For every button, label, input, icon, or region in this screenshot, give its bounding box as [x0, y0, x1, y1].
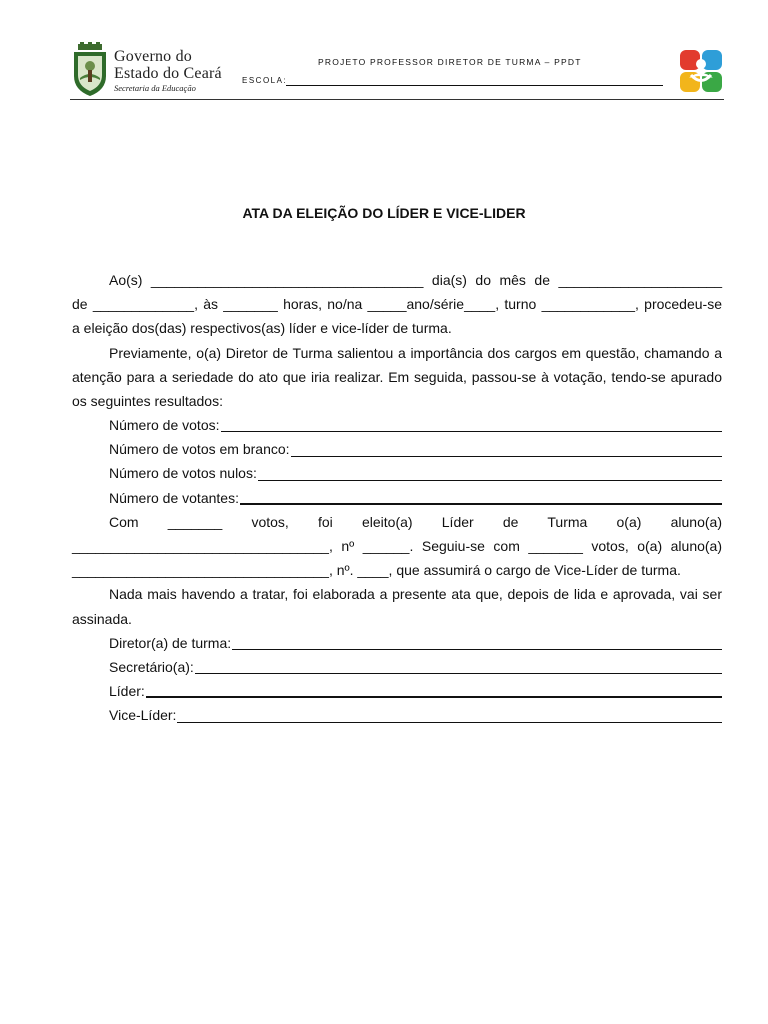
voters-line[interactable] — [240, 503, 722, 505]
vice-leader-signature-label: Vice-Líder: — [109, 707, 177, 724]
para3-line1: Com _______ votos, foi eleito(a) Líder de Turma o(a) aluno(a) — [109, 513, 722, 530]
null-votes-line[interactable] — [258, 480, 722, 481]
document-title: ATA DA ELEIÇÃO DO LÍDER E VICE-LIDER — [242, 205, 526, 221]
gov-line1: Governo do — [114, 48, 192, 65]
document-body — [72, 268, 722, 728]
blank-votes-line[interactable] — [291, 456, 722, 457]
ppdt-logo-icon — [678, 48, 724, 94]
page-header — [70, 42, 726, 100]
para3-line3: _________________________________, nº. ____, que assumirá o cargo de Vice-Líder de turma. — [72, 562, 681, 579]
para1-line1: Ao(s) ___________________________________ dia(s) do mês de _____________________ — [109, 272, 722, 288]
ppdt-logo — [678, 48, 724, 94]
school-label: ESCOLA: — [242, 76, 288, 85]
para1-line2: de _____________, às _______ horas, no/na _____ano/série____, turno ____________, procedeu-se — [72, 296, 722, 313]
para1-line3: a eleição dos(das) respectivos(as) líder e vice-líder de turma. — [72, 320, 452, 337]
leader-signature-line[interactable] — [146, 696, 722, 698]
votes-count-label: Número de votos: — [109, 417, 220, 434]
government-logo — [70, 42, 230, 98]
vice-leader-signature-field[interactable] — [72, 703, 722, 727]
blank-votes-label: Número de votos em branco: — [109, 441, 290, 458]
para2-line2: atenção para a seriedade do ato que iria realizar. Em seguida, passou-se à votação, tendo-se apurado — [72, 368, 722, 385]
para2-line3: os seguintes resultados: — [72, 392, 223, 409]
secretary-signature-label: Secretário(a): — [109, 658, 194, 675]
voters-label: Número de votantes: — [109, 489, 239, 506]
gov-line2: Estado do Ceará — [114, 65, 222, 82]
leader-signature-label: Líder: — [109, 683, 145, 700]
votes-count-line[interactable] — [221, 431, 723, 432]
project-title: PROJETO PROFESSOR DIRETOR DE TURMA – PPDT — [318, 57, 582, 67]
school-name-line — [286, 85, 663, 86]
leader-signature-field[interactable] — [72, 679, 722, 703]
votes-count-field[interactable] — [72, 413, 722, 437]
director-signature-line[interactable] — [232, 649, 722, 650]
blank-votes-field[interactable] — [72, 437, 722, 461]
null-votes-label: Número de votos nulos: — [109, 465, 257, 482]
para3-line2: _________________________________, nº ______. Seguiu-se com _______ votos, o(a) aluno(a) — [72, 538, 722, 555]
ceara-coat-of-arms-icon — [70, 42, 110, 98]
director-signature-field[interactable] — [72, 631, 722, 655]
null-votes-field[interactable] — [72, 462, 722, 486]
director-signature-label: Diretor(a) de turma: — [109, 634, 232, 651]
vice-leader-signature-line[interactable] — [177, 722, 722, 723]
secretary-signature-line[interactable] — [195, 673, 722, 674]
secretary-signature-field[interactable] — [72, 655, 722, 679]
gov-secretariat: Secretaria da Educação — [114, 83, 196, 93]
para4-line2: assinada. — [72, 610, 132, 627]
para2-line1: Previamente, o(a) Diretor de Turma salientou a importância dos cargos em questão, chamando a — [109, 344, 722, 361]
para4-line1: Nada mais havendo a tratar, foi elaborada a presente ata que, depois de lida e aprovada, vai ser — [109, 586, 722, 603]
header-divider — [70, 99, 724, 100]
voters-field[interactable] — [72, 486, 722, 510]
